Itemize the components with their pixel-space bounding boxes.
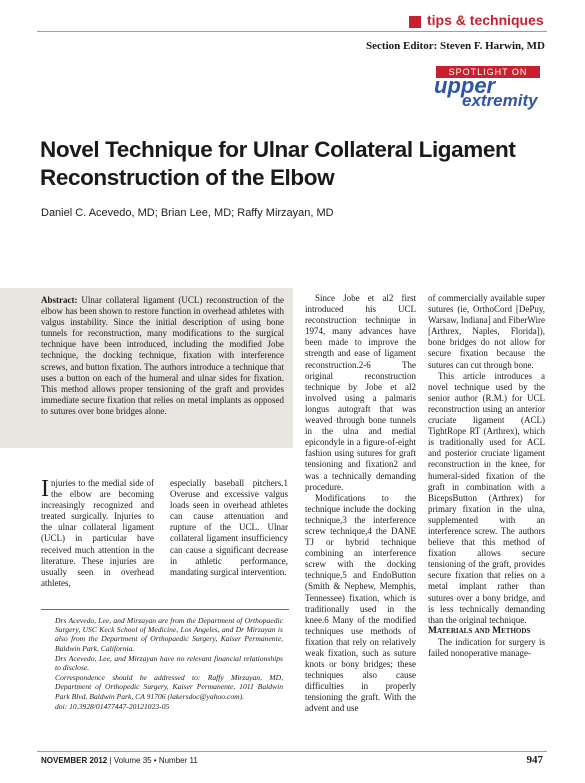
col1-text: njuries to the medial side of the elbow are becoming increasingly recognized and treated surgically. Injuries to the ulnar collateral ligament (UCL) in particular have received much attention in the literature. These injuries are usually seen in overhead athletes, bbox=[41, 478, 154, 588]
footnote-disclosure: Drs Acevedo, Lee, and Mirzayan have no relevant financial relationships to disclose. bbox=[55, 653, 283, 673]
article-authors: Daniel C. Acevedo, MD; Brian Lee, MD; Raffy Mirzayan, MD bbox=[41, 207, 334, 219]
footnote-correspondence: Correspondence should be addressed to: Raffy Mirzayan, MD, Department of Orthopedic Surgery, Kaiser Permanente, 1011 Baldwin Park Blvd, Baldwin Park, CA 91706 (lakersdoc@yahoo.com). bbox=[55, 673, 283, 701]
article-title-line1: Novel Technique for Ulnar Collateral Ligament bbox=[40, 137, 516, 162]
footnote-affiliations: Drs Acevedo, Lee, and Mirzayan are from the Department of Orthopaedic Surgery, USC Keck School of Medicine, Los Angeles, and Dr Mirzayan is also from the Department of Orthopaedic Surgery, Kaiser Permanente, Baldwin Park, California. bbox=[55, 616, 283, 653]
col4-paragraph-3: The indication for surgery is failed nonoperative manage- bbox=[428, 636, 545, 658]
col3-paragraph-2: Modifications to the technique include the docking technique,3 the interference screw technique,4 the DANE TJ or hybrid technique combining an interference screw with the docking technique,5 and EndoButton (Smith & Nephew, Memphis, Tennessee) fixation, which is traditionally used in the knee.6 Many of the modified techniques use methods of fixation that rely on relatively weak fixation, such as suture knots or bony bridges; these techniques also cause difficulties in properly tensioning the graft. With the advent and use bbox=[305, 492, 416, 714]
footer-rule bbox=[37, 751, 547, 752]
spotlight-prefix: SPOTLIGHT ON bbox=[448, 67, 528, 77]
abstract bbox=[41, 295, 284, 417]
header-rule bbox=[37, 31, 547, 32]
section-tag: tips & techniques bbox=[427, 12, 544, 28]
section-heading-materials-methods: Materials and Methods bbox=[428, 625, 531, 636]
col3-paragraph-1: Since Jobe et al2 first introduced his UCL reconstruction technique in 1974, many advances have been made to improve the strength and ease of ligament reconstruction.2-6 The original reconstruction technique by Jobe et al2 involved using a palmaris longus autograft that was weaved through bone tunnels in the ulna and medial epicondyle in a figure-of-eight fashion using sutures for graft tensioning and fixation2 and was a technically demanding procedure. bbox=[305, 293, 416, 492]
section-editor: Section Editor: Steven F. Harwin, MD bbox=[366, 40, 545, 52]
body-column-1 bbox=[41, 478, 154, 589]
author-footnote bbox=[55, 616, 283, 712]
volume-number: Volume 35 • Number 11 bbox=[113, 756, 198, 765]
drop-cap: I bbox=[41, 476, 49, 502]
body-column-4 bbox=[428, 293, 545, 659]
issue-date: NOVEMBER 2012 bbox=[41, 756, 108, 765]
body-column-2 bbox=[170, 478, 288, 578]
section-marker-square bbox=[409, 16, 421, 28]
abstract-label: Abstract: bbox=[41, 295, 78, 305]
col4-paragraph-2: This article introduces a novel technique used by the senior author (R.M.) for UCL reconstruction using an anterior cruciate ligament (ACL) TightRope RT (Arthrex), which is traditionally used for ACL and posterior cruciate ligament reconstruction in the knee, for humeral-sided fixation of the graft in combination with a BicepsButton (Arthrex) for primary fixation in the ulna, supplemented with an interference screw. The authors believe that this method of fixation allows secure tensioning of the graft, provides secure fixation that relies on a metal implant rather than sutures over a bony bridge, and is less technically demanding than the original technique. bbox=[428, 370, 545, 625]
spotlight-extremity: extremity bbox=[462, 91, 538, 110]
footnote-rule bbox=[41, 609, 289, 610]
abstract-text: Ulnar collateral ligament (UCL) reconstruction of the elbow has been shown to restore function in overhead athletes with valgus instability. Since the initial description of using bone tunnels for reconstruction, many modifications to the surgical technique have been introduced, including the modified Jobe technique, the docking technique, fixation with interference screws, and button fixation. The authors introduce a technique that uses a button on each of the humeral and ulnar sides for fixation. This method allows proper tensioning of the graft and provides immediate secure fixation that relies on metal implants as opposed to sutures over bone bridges alone. bbox=[41, 295, 284, 416]
article-title-line2: Reconstruction of the Elbow bbox=[40, 165, 335, 190]
footnote-doi: doi: 10.3928/01477447-20121023-05 bbox=[55, 701, 170, 711]
col4-paragraph-1: of commercially available super sutures (ie, OrthoCord [DePuy, Warsaw, Indiana] and FiberWire [Arthrex, Naples, Florida]), bone bridges do not allow for secure fixation because the sutures can cut through bone. bbox=[428, 293, 545, 370]
article-title bbox=[40, 136, 560, 192]
body-column-3 bbox=[305, 293, 416, 715]
spotlight-upper: upper bbox=[434, 73, 496, 98]
journal-issue-info: NOVEMBER 2012 | Volume 35 • Number 11 bbox=[41, 756, 198, 765]
page-number: 947 bbox=[526, 754, 543, 766]
col2-text: especially baseball pitchers.1 Overuse and excessive valgus loads seen in overhead athletes can cause attenuation and rupture of the UCL. Ulnar collateral ligament insufficiency can cause a significant decrease in athletic performance, mandating surgical intervention. bbox=[170, 478, 288, 577]
